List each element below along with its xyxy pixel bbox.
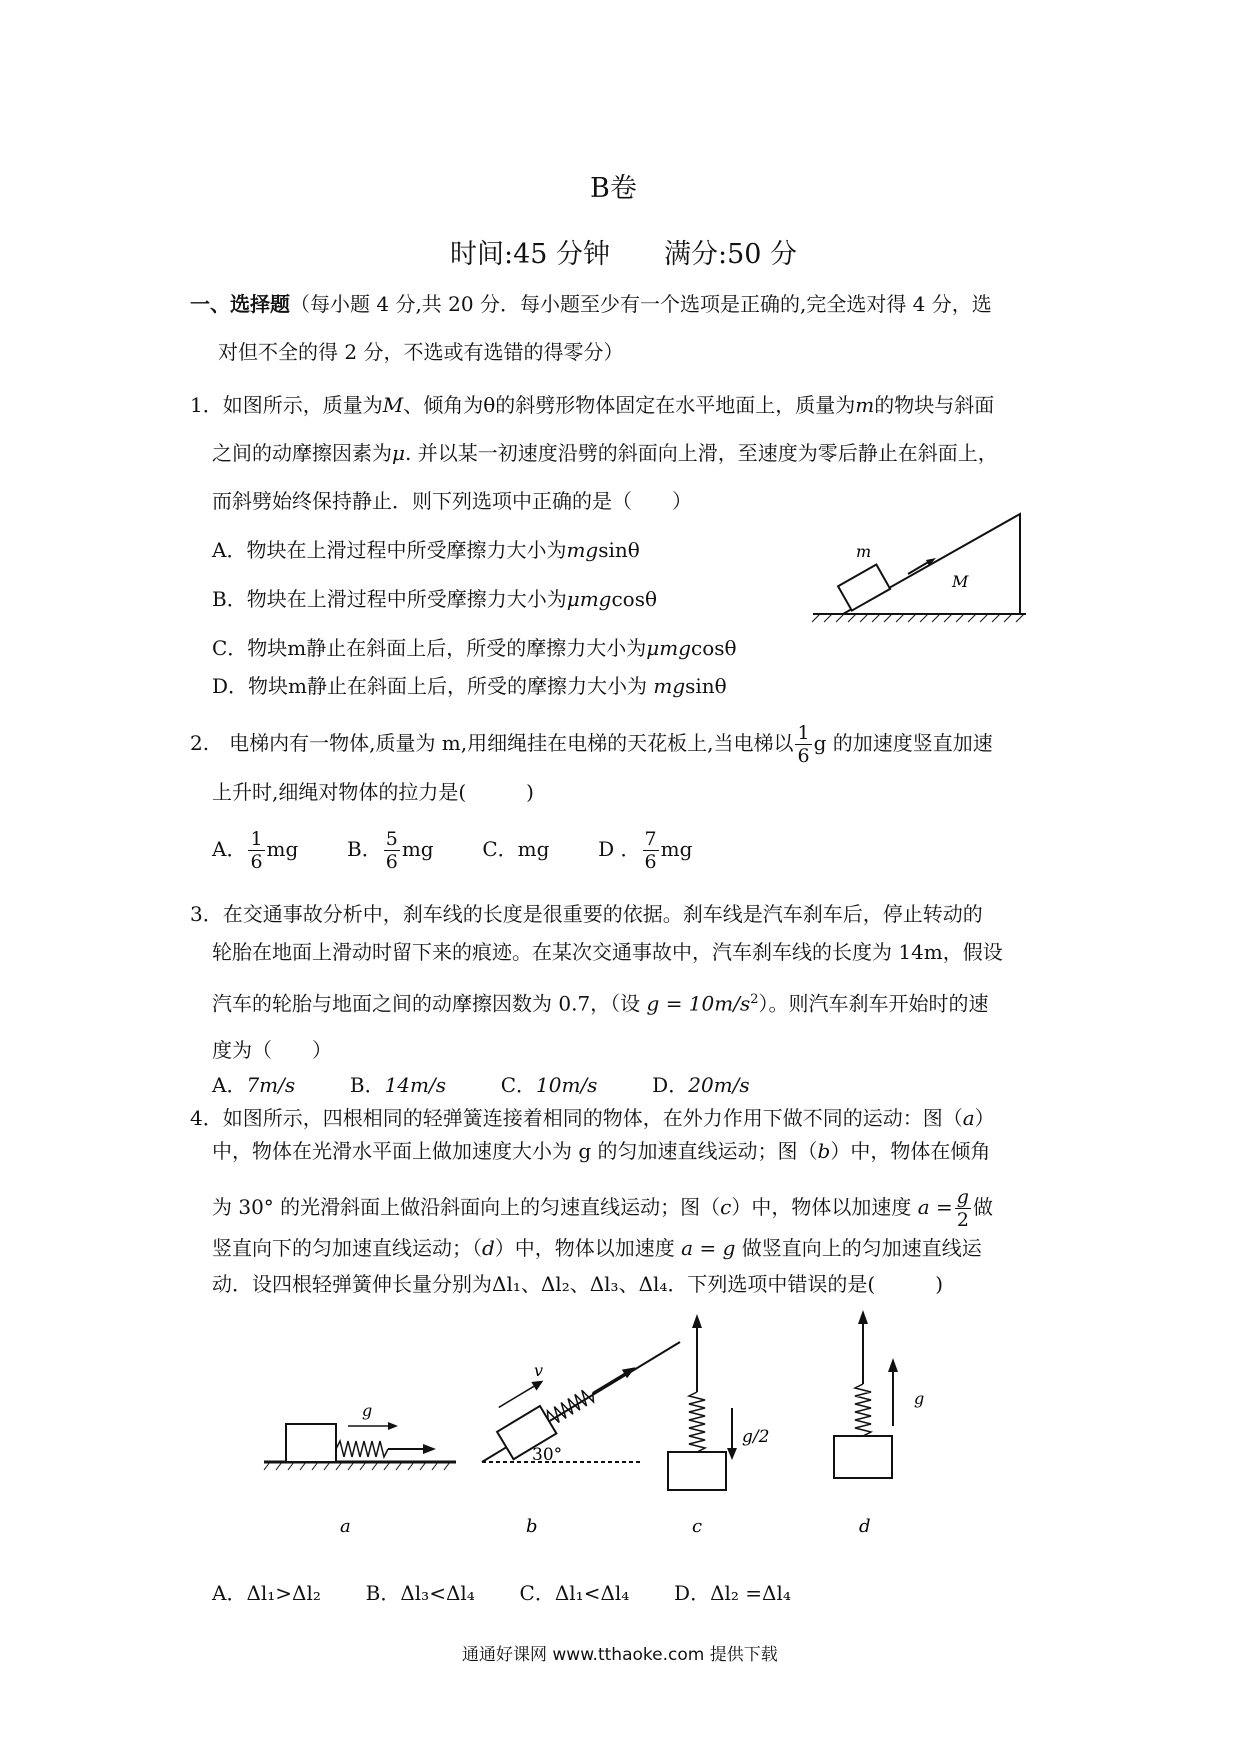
figure-d (834, 1310, 924, 1537)
block-d (834, 1436, 892, 1478)
q1-mu: μ (392, 441, 405, 465)
figure-c-label: c (692, 1516, 703, 1537)
q4-option-a: A．Δl₁>Δl₂ (212, 1581, 321, 1605)
q1-incline-figure (808, 510, 1028, 628)
section-instructions: （每小题 4 分,共 20 分．每小题至少有一个选项是正确的,完全选对得 4 分，选 (290, 292, 992, 316)
q1-text: 之间的动摩擦因素为 (212, 441, 392, 465)
q1-opt-text: B．物块在上滑过程中所受摩擦力大小为 (212, 587, 567, 611)
spring-a (336, 1441, 388, 1457)
section-instructions-cont: 对但不全的得 2 分，不选或有选错的得零分） (218, 340, 624, 364)
block-m (838, 565, 890, 611)
q1-opt-expr: mg (653, 674, 686, 698)
label-M: M (952, 572, 969, 591)
q4-option-b: B．Δl₃<Δl₄ (365, 1581, 475, 1605)
figure-a (264, 1401, 456, 1537)
q1-text: 的物块与斜面 (874, 393, 995, 417)
spring-c (689, 1392, 705, 1452)
figure-b-label: b (526, 1516, 538, 1537)
frac-num: 1 (797, 722, 810, 744)
block-c (668, 1452, 726, 1490)
label-g-d: g (914, 1389, 925, 1408)
figure-b (482, 1332, 680, 1537)
q3-option-b: B．14m/s (349, 1073, 446, 1097)
q2-fraction (795, 722, 811, 767)
q1-line3: 而斜劈始终保持静止．则下列选项中正确的是（ ） (212, 489, 692, 513)
q2-option-d: D ． $\frac{7}{6}$ mg (598, 828, 693, 873)
q1-M: M (382, 393, 404, 417)
q4-line2: 中，物体在光滑水平面上做加速度大小为 g 的匀加速直线运动；图（b）中，物体在倾角 (212, 1139, 991, 1163)
q1-text: 1．如图所示，质量为 (190, 393, 383, 417)
q1-option-c (212, 635, 737, 661)
q3-line1: 3．在交通事故分析中，刹车线的长度是很重要的依据。刹车线是汽车刹车后，停止转动的 (190, 902, 983, 926)
q3-options (212, 1072, 750, 1098)
q4-line4: 竖直向下的匀加速直线运动；（d）中，物体以加速度 a = g 做竖直向上的匀加速直线运 (212, 1236, 982, 1260)
q3-text: ）。则汽车刹车开始时的速 (758, 991, 989, 1016)
q2-options (212, 828, 692, 873)
exam-time: 时间:45 分钟 (450, 239, 611, 270)
q3-sup: 2 (750, 992, 759, 1007)
label-v: v (534, 1361, 544, 1380)
q3-option-c: C．10m/s (500, 1073, 598, 1097)
figure-c (668, 1314, 769, 1537)
q1-opt-expr: mg (566, 538, 599, 562)
q1-opt-text: D．物块m静止在斜面上后，所受的摩擦力大小为 (212, 674, 654, 698)
figure-d-label: d (859, 1516, 871, 1537)
q1-option-b (212, 586, 657, 612)
exam-score: 满分:50 分 (664, 239, 798, 270)
section-heading (190, 291, 992, 317)
q4-line1: 4．如图所示，四根相同的轻弹簧连接着相同的物体，在外力作用下做不同的运动：图（a） (190, 1106, 995, 1130)
q4-line5: 动．设四根轻弹簧伸长量分别为Δl₁、Δl₂、Δl₃、Δl₄．下列选项中错误的是( ) (212, 1272, 944, 1296)
q4-option-d: D．Δl₂ =Δl₄ (674, 1581, 791, 1605)
q4-option-c: C．Δl₁<Δl₄ (519, 1581, 630, 1605)
q3-line2: 轮胎在地面上滑动时留下来的痕迹。在某次交通事故中，汽车刹车线的长度为 14m，假设 (212, 940, 1003, 964)
spring-d (855, 1384, 871, 1436)
q1-text: . 并以某一初速度沿劈的斜面向上滑，至速度为零后静止在斜面上， (405, 441, 998, 465)
q1-opt-tail: cosθ (691, 636, 737, 660)
page-title: B卷 (590, 173, 637, 204)
q1-opt-expr: μmg (566, 587, 612, 611)
q1-text: 、倾角为θ的斜劈形物体固定在水平地面上，质量为 (403, 393, 856, 417)
q2-text: 2. 电梯内有一物体,质量为 m,用细绳挂在电梯的天花板上,当电梯以 (190, 731, 794, 755)
ground-hatch (812, 614, 1024, 622)
q2-text: g 的加速度竖直加速 (813, 731, 993, 755)
frac-den: 6 (797, 745, 810, 767)
section-label: 一、选择题 (190, 292, 290, 316)
q2-option-c: C．mg (482, 837, 550, 861)
q2-option-b: B． $\frac{5}{6}$ mg (347, 828, 434, 873)
q3-text: 汽车的轮胎与地面之间的动摩擦因数为 0.7，（设 (212, 991, 647, 1016)
q1-opt-tail: cosθ (611, 587, 658, 611)
q1-m: m (855, 393, 875, 417)
q1-line1 (190, 392, 994, 418)
q3-option-d: D．20m/s (652, 1073, 750, 1097)
q3-expr: g = 10m/s (646, 991, 751, 1016)
q4-line3: 为 30° 的光滑斜面上做沿斜面向上的匀速直线运动；图（c）中，物体以加速度 a = $\frac{g}{2}$ 做 (212, 1186, 993, 1231)
label-m: m (856, 542, 872, 561)
q1-opt-text: C．物块m静止在斜面上后，所受的摩擦力大小为 (212, 636, 647, 660)
q2-option-a: A． $\frac{1}{6}$ mg (212, 828, 299, 873)
q1-opt-tail: sinθ (598, 538, 640, 562)
q3-line3 (212, 987, 989, 1017)
q2-line1 (190, 722, 993, 767)
page-footer: 通通好课网 www.tthaoke.com 提供下载 (462, 1645, 778, 1665)
block-a (286, 1424, 336, 1462)
q1-opt-tail: sinθ (685, 674, 727, 698)
q4-options (212, 1580, 791, 1606)
q1-line2 (212, 440, 998, 466)
label-g-a: g (362, 1401, 373, 1420)
q1-option-a (212, 537, 640, 563)
label-angle: 30° (532, 1445, 563, 1465)
q4-spring-figure (250, 1300, 970, 1540)
q3-line4: 度为（ ） (212, 1038, 332, 1062)
q3-option-a: A．7m/s (212, 1073, 296, 1097)
q2-line2: 上升时,细绳对物体的拉力是( ) (212, 780, 534, 804)
q1-option-d (212, 673, 727, 699)
q1-opt-expr: μmg (646, 636, 692, 660)
label-g2: g/2 (742, 1427, 770, 1447)
figure-a-label: a (340, 1516, 351, 1537)
q1-opt-text: A．物块在上滑过程中所受摩擦力大小为 (212, 538, 567, 562)
